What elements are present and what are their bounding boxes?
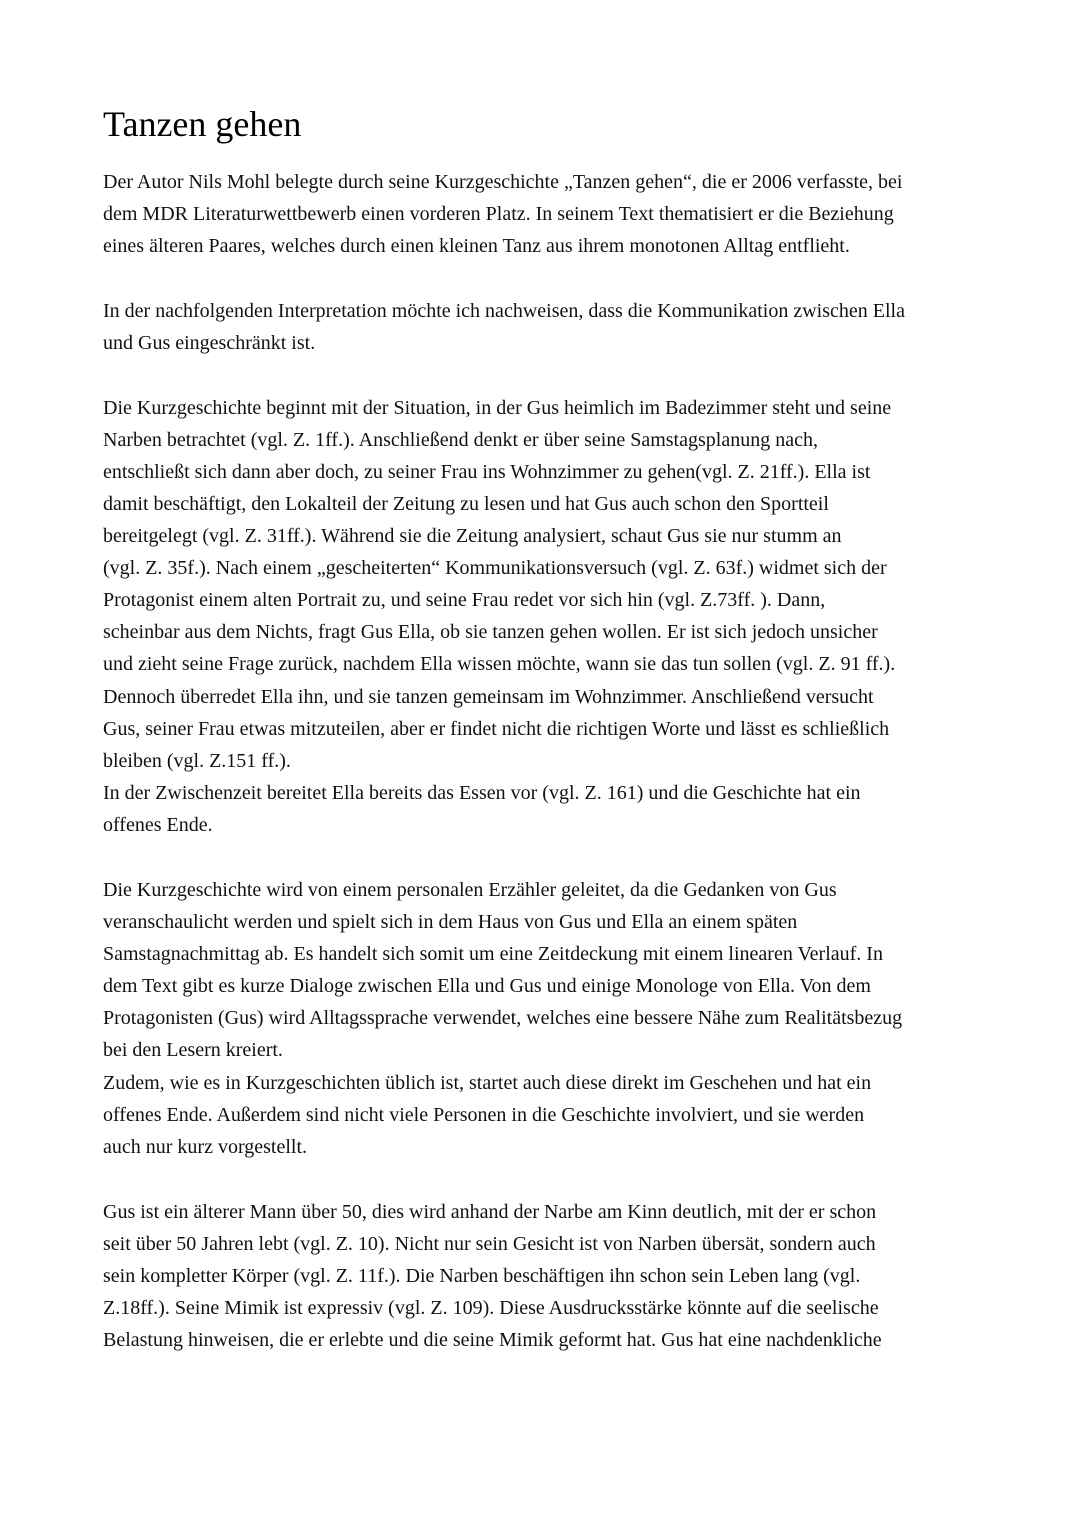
text-line: scheinbar aus dem Nichts, fragt Gus Ella, ob sie tanzen gehen wollen. Er ist sich jedoch unsicher (103, 621, 878, 643)
text-line: (vgl. Z. 35f.). Nach einem „gescheiterten“ Kommunikationsversuch (vgl. Z. 63f.) widmet sich der (103, 557, 887, 579)
text-line: sein kompletter Körper (vgl. Z. 11f.). Die Narben beschäftigen ihn schon sein Leben lang (vgl. (103, 1265, 861, 1287)
text-line: Zudem, wie es in Kurzgeschichten üblich ist, startet auch diese direkt im Geschehen und hat ein (103, 1072, 872, 1094)
text-line: offenes Ende. (103, 814, 213, 836)
text-line: bereitgelegt (vgl. Z. 31ff.). Während sie die Zeitung analysiert, schaut Gus sie nur stumm an (103, 525, 842, 547)
text-line: und Gus eingeschränkt ist. (103, 332, 316, 354)
text-line: auch nur kurz vorgestellt. (103, 1136, 308, 1158)
text-line: Z.18ff.). Seine Mimik ist expressiv (vgl. Z. 109). Diese Ausdrucksstärke könnte auf die seelische (103, 1297, 879, 1319)
text-line: veranschaulicht werden und spielt sich in dem Haus von Gus und Ella an einem späten (103, 911, 798, 933)
text-line: offenes Ende. Außerdem sind nicht viele Personen in die Geschichte involviert, und sie werden (103, 1104, 865, 1126)
text-line: Gus ist ein älterer Mann über 50, dies wird anhand der Narbe am Kinn deutlich, mit der er schon (103, 1201, 877, 1223)
text-line: seit über 50 Jahren lebt (vgl. Z. 10). Nicht nur sein Gesicht ist von Narben übersät, sondern auch (103, 1233, 876, 1255)
text-line: In der nachfolgenden Interpretation möchte ich nachweisen, dass die Kommunikation zwischen Ella (103, 300, 905, 322)
text-line: In der Zwischenzeit bereitet Ella bereits das Essen vor (vgl. Z. 161) und die Geschichte hat ein (103, 782, 861, 804)
text-line: dem MDR Literaturwettbewerb einen vorderen Platz. In seinem Text thematisiert er die Beziehung (103, 203, 894, 225)
text-line: Protagonisten (Gus) wird Alltagssprache verwendet, welches eine bessere Nähe zum Realitätsbezug (103, 1007, 903, 1029)
text-line: dem Text gibt es kurze Dialoge zwischen Ella und Gus und einige Monologe von Ella. Von dem (103, 975, 871, 997)
text-line: Die Kurzgeschichte beginnt mit der Situation, in der Gus heimlich im Badezimmer steht und seine (103, 397, 892, 419)
text-line: damit beschäftigt, den Lokalteil der Zeitung zu lesen und hat Gus auch schon den Sportteil (103, 493, 829, 515)
document-title: Tanzen gehen (103, 104, 302, 144)
text-line: Dennoch überredet Ella ihn, und sie tanzen gemeinsam im Wohnzimmer. Anschließend versucht (103, 686, 874, 708)
text-line: entschließt sich dann aber doch, zu seiner Frau ins Wohnzimmer zu gehen(vgl. Z. 21ff.). Ella ist (103, 461, 871, 483)
text-line: eines älteren Paares, welches durch einen kleinen Tanz aus ihrem monotonen Alltag entflieht. (103, 235, 850, 257)
text-line: Gus, seiner Frau etwas mitzuteilen, aber er findet nicht die richtigen Worte und lässt es schließlich (103, 718, 890, 740)
text-line: Narben betrachtet (vgl. Z. 1ff.). Anschließend denkt er über seine Samstagsplanung nach, (103, 429, 818, 451)
text-line: bei den Lesern kreiert. (103, 1039, 283, 1061)
text-line: Die Kurzgeschichte wird von einem personalen Erzähler geleitet, da die Gedanken von Gus (103, 879, 837, 901)
text-line: Der Autor Nils Mohl belegte durch seine Kurzgeschichte „Tanzen gehen“, die er 2006 verfasste, bei (103, 171, 903, 193)
text-line: und zieht seine Frage zurück, nachdem Ella wissen möchte, wann sie das tun sollen (vgl. Z. 91 ff.). (103, 653, 896, 675)
text-line: Belastung hinweisen, die er erlebte und die seine Mimik geformt hat. Gus hat eine nachdenkliche (103, 1329, 882, 1351)
text-line: Protagonist einem alten Portrait zu, und seine Frau redet vor sich hin (vgl. Z.73ff. ). Dann, (103, 589, 826, 611)
text-line: bleiben (vgl. Z.151 ff.). (103, 750, 291, 772)
text-line: Samstagnachmittag ab. Es handelt sich somit um eine Zeitdeckung mit einem linearen Verlauf. In (103, 943, 883, 965)
